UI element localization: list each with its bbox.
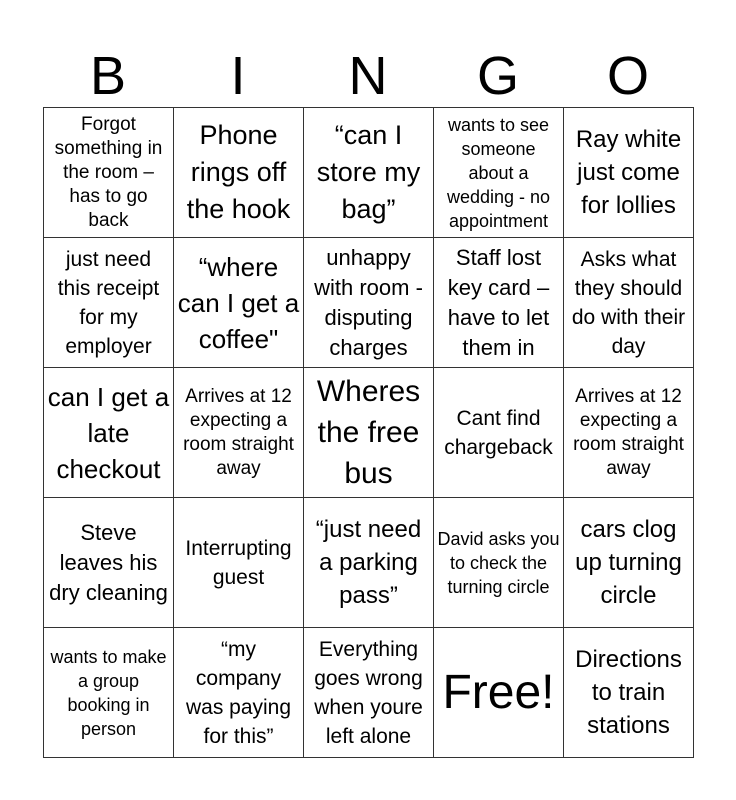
- bingo-cell[interactable]: Directions to train stations: [563, 627, 694, 758]
- bingo-cell[interactable]: “just need a parking pass”: [303, 497, 434, 628]
- bingo-cell[interactable]: Ray white just come for lollies: [563, 107, 694, 238]
- free-space-cell[interactable]: Free!: [433, 627, 564, 758]
- bingo-cell[interactable]: Cant find chargeback: [433, 367, 564, 498]
- header-letter-o: O: [606, 46, 649, 106]
- bingo-cell[interactable]: wants to make a group booking in person: [43, 627, 174, 758]
- bingo-cell[interactable]: “can I store my bag”: [303, 107, 434, 238]
- bingo-cell[interactable]: Asks what they should do with their day: [563, 237, 694, 368]
- bingo-cell[interactable]: wants to see someone about a wedding - no appointment: [433, 107, 564, 238]
- bingo-cell[interactable]: Arrives at 12 expecting a room straight away: [173, 367, 304, 498]
- header-letter-i: I: [230, 46, 246, 106]
- bingo-cell[interactable]: Forgot something in the room – has to go back: [43, 107, 174, 238]
- bingo-cell[interactable]: Interrupting guest: [173, 497, 304, 628]
- bingo-header: [43, 46, 693, 106]
- bingo-cell[interactable]: David asks you to check the turning circle: [433, 497, 564, 628]
- bingo-cell[interactable]: Arrives at 12 expecting a room straight away: [563, 367, 694, 498]
- header-letter-b: B: [89, 46, 127, 106]
- bingo-cell[interactable]: Steve leaves his dry cleaning: [43, 497, 174, 628]
- header-letter-g: G: [476, 46, 519, 106]
- bingo-board: [43, 107, 693, 757]
- bingo-cell[interactable]: can I get a late checkout: [43, 367, 174, 498]
- bingo-cell[interactable]: unhappy with room - disputing charges: [303, 237, 434, 368]
- bingo-cell[interactable]: Everything goes wrong when youre left alone: [303, 627, 434, 758]
- bingo-cell[interactable]: Staff lost key card – have to let them in: [433, 237, 564, 368]
- bingo-cell[interactable]: Wheres the free bus: [303, 367, 434, 498]
- bingo-cell[interactable]: “my company was paying for this”: [173, 627, 304, 758]
- bingo-cell[interactable]: cars clog up turning circle: [563, 497, 694, 628]
- bingo-cell[interactable]: Phone rings off the hook: [173, 107, 304, 238]
- bingo-cell[interactable]: just need this receipt for my employer: [43, 237, 174, 368]
- bingo-cell[interactable]: “where can I get a coffee": [173, 237, 304, 368]
- header-letter-n: N: [348, 46, 388, 106]
